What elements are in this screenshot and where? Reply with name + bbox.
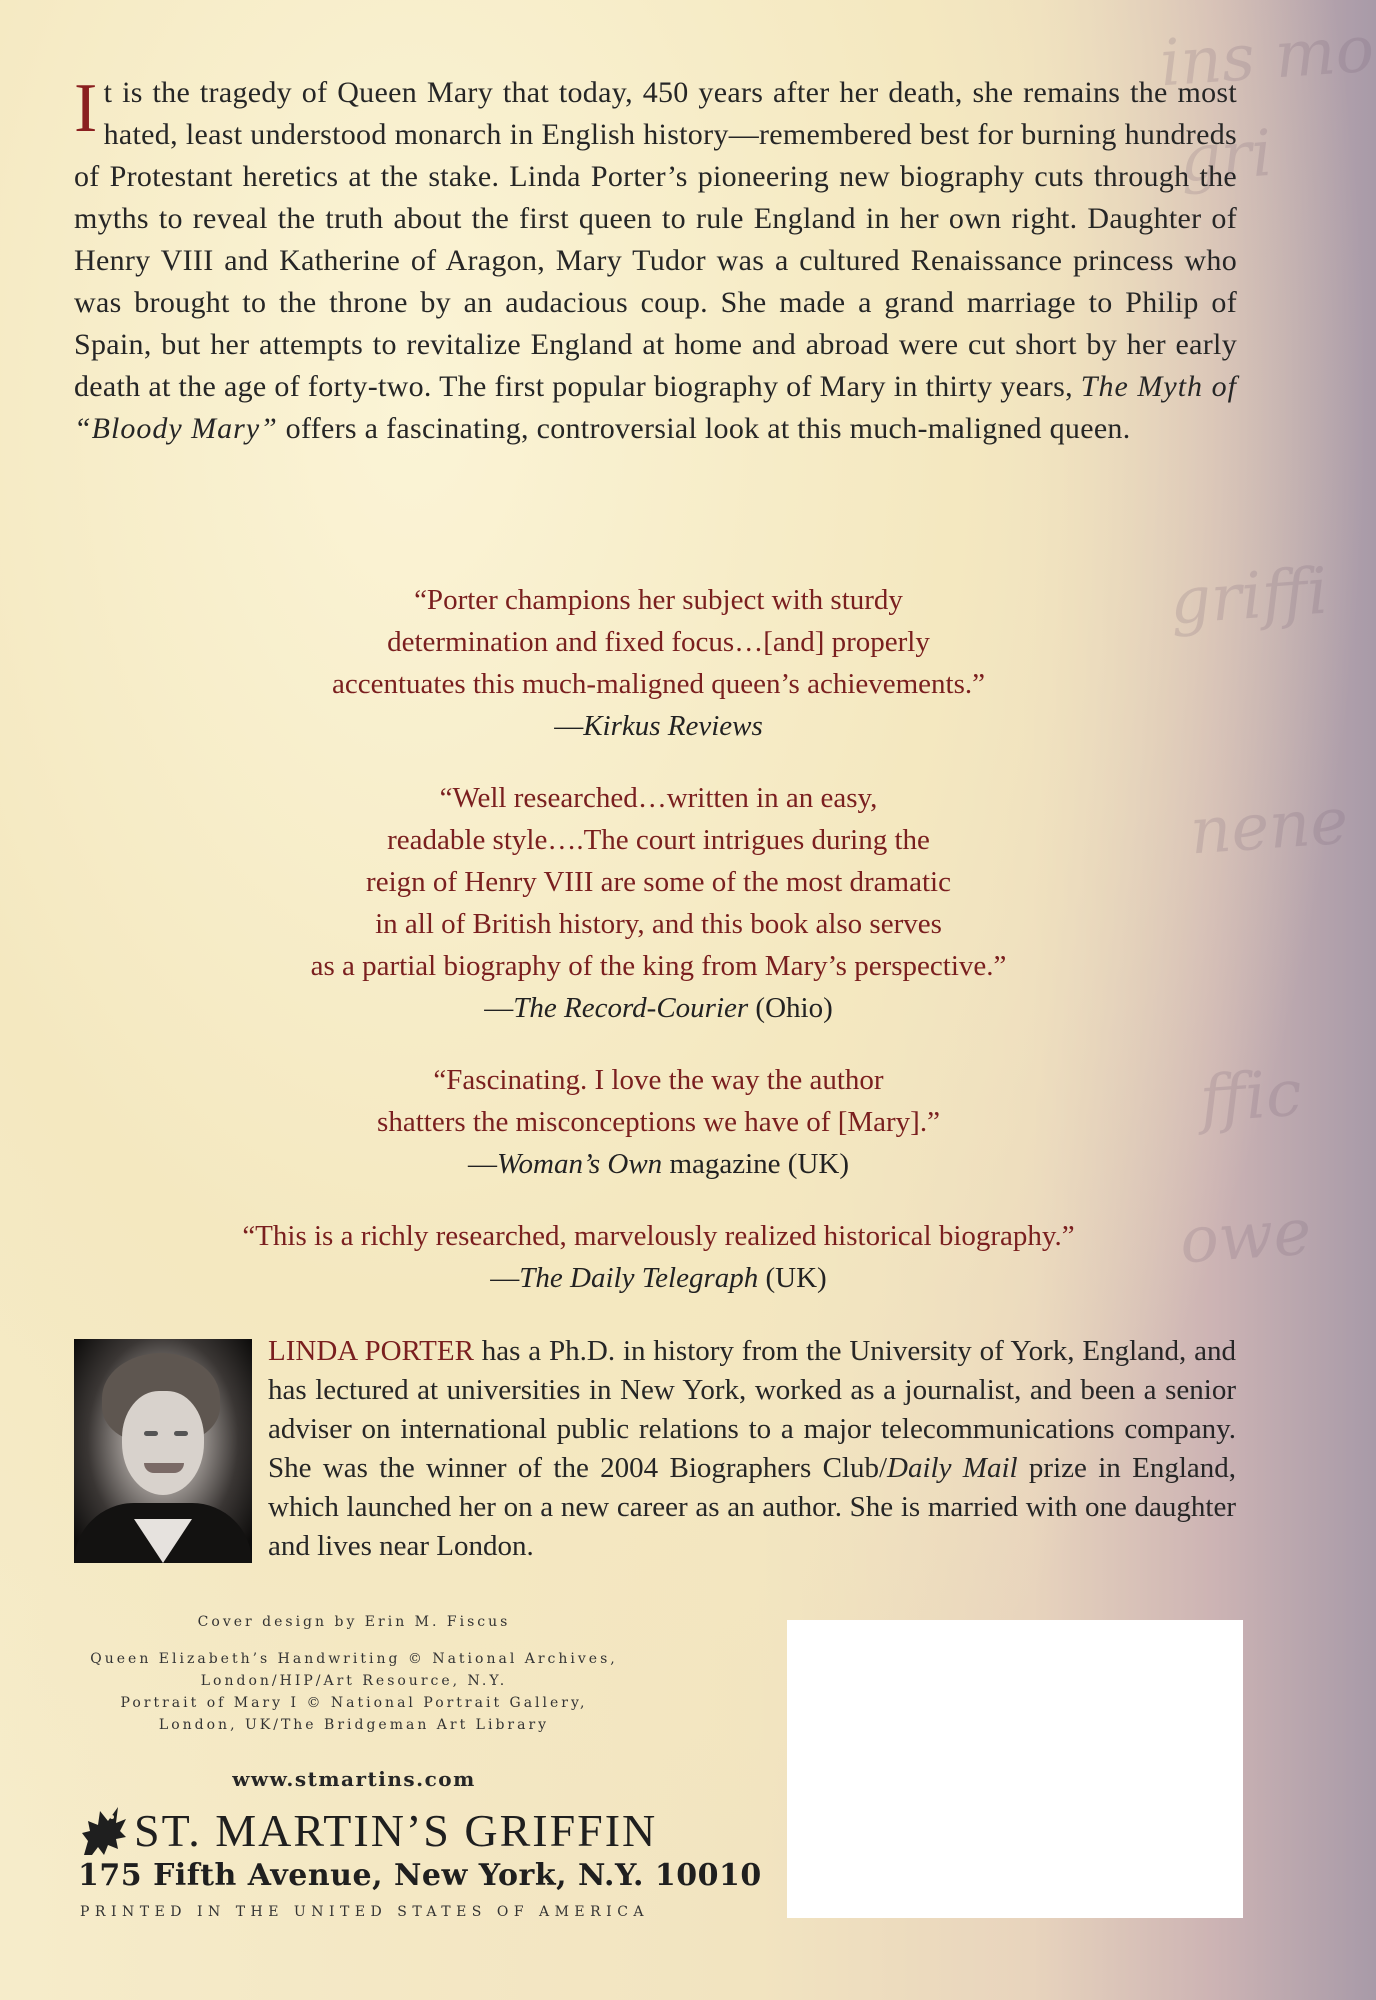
- handwriting-background: owe: [1177, 1195, 1314, 1279]
- author-bio: LINDA PORTER has a Ph.D. in history from the University of York, England, and has lectured at universities in New York, worked as a journalist, and been a senior adviser on international public relations to a major telecommunications company. She was the winner of the 2004 Biographers Club/Daily Mail prize in England, which launched her on a new career as an author. She is married with one daughter and lives near London.: [268, 1335, 1236, 1562]
- handwriting-background: nene: [1187, 784, 1351, 870]
- drop-cap: I: [74, 70, 98, 147]
- quote-text: “Well researched…written in an easy, readable style….The court intrigues during the reign of Henry VIII are some of the most dramatic in all of British history, and this book also serves as a partial biography of the king from Mary’s perspective.”: [310, 782, 1007, 982]
- handwriting-background: gri: [1177, 116, 1275, 198]
- quote-source: —The Daily Telegraph (UK): [490, 1262, 827, 1294]
- author-name: LINDA PORTER: [268, 1335, 474, 1367]
- description-text-end: offers a fascinating, controversial look at this much-maligned queen.: [285, 412, 1131, 445]
- image-credit-line: Portrait of Mary I © National Portrait Gallery,: [120, 1695, 588, 1711]
- quote-text: “Porter champions her subject with sturdy determination and fixed focus…[and] properly accentuates this much-maligned queen’s achievements.”: [331, 584, 986, 700]
- book-title: The Myth of “Bloody Mary”: [74, 370, 1237, 445]
- image-credit-line: London, UK/The Bridgeman Art Library: [158, 1717, 550, 1733]
- printed-in-notice: PRINTED IN THE UNITED STATES OF AMERICA: [80, 1904, 650, 1920]
- review-quote: [150, 1059, 1167, 1185]
- quote-source: —Kirkus Reviews: [554, 710, 763, 742]
- image-credit-line: London/HIP/Art Resource, N.Y.: [200, 1673, 508, 1689]
- review-quote: [150, 579, 1167, 747]
- griffin-icon: [78, 1803, 130, 1857]
- review-quote: [150, 1215, 1167, 1299]
- image-credit-line: Queen Elizabeth’s Handwriting © National Archives,: [90, 1651, 618, 1667]
- barcode-area: [787, 1620, 1243, 1918]
- review-quote: [150, 777, 1167, 1029]
- publisher-logo: [78, 1800, 657, 1860]
- publisher-url: www.stmartins.com: [232, 1767, 476, 1791]
- cover-design-credit: Cover design by Erin M. Fiscus: [197, 1614, 511, 1630]
- cover-credits: [74, 1614, 634, 1736]
- author-photo: [74, 1339, 252, 1563]
- publisher-name: ST. MARTIN’S GRIFFIN: [134, 1804, 658, 1856]
- handwriting-background: ffic: [1197, 1056, 1305, 1138]
- handwriting-background: ins mo: [1157, 12, 1376, 102]
- description-text: t is the tragedy of Queen Mary that today, 450 years after her death, she remains the most hated, least understood monarch in English history—remembered best for burning hundreds of Protestant heretics at the stake. Linda Porter’s pioneering new biography cuts through the myths to reveal the truth about the first queen to rule England in her own right. Daughter of Henry VIII and Katherine of Aragon, Mary Tudor was a cultured Renaissance princess who was brought to the throne by an audacious coup. She made a grand marriage to Philip of Spain, but her attempts to revitalize England at home and abroad were cut short by her early death at the age of forty-two. The first popular biography of Mary in thirty years,: [74, 76, 1237, 403]
- quote-source: —Woman’s Own magazine (UK): [468, 1148, 849, 1180]
- book-description: [74, 72, 1237, 450]
- quote-source: —The Record-Courier (Ohio): [484, 992, 833, 1024]
- publisher-address: 175 Fifth Avenue, New York, N.Y. 10010: [78, 1858, 762, 1893]
- handwriting-background: griffi: [1167, 554, 1331, 640]
- quote-text: “This is a richly researched, marvelously realized historical biography.”: [242, 1220, 1075, 1252]
- quote-text: “Fascinating. I love the way the author shatters the misconceptions we have of [Mary].”: [377, 1064, 940, 1138]
